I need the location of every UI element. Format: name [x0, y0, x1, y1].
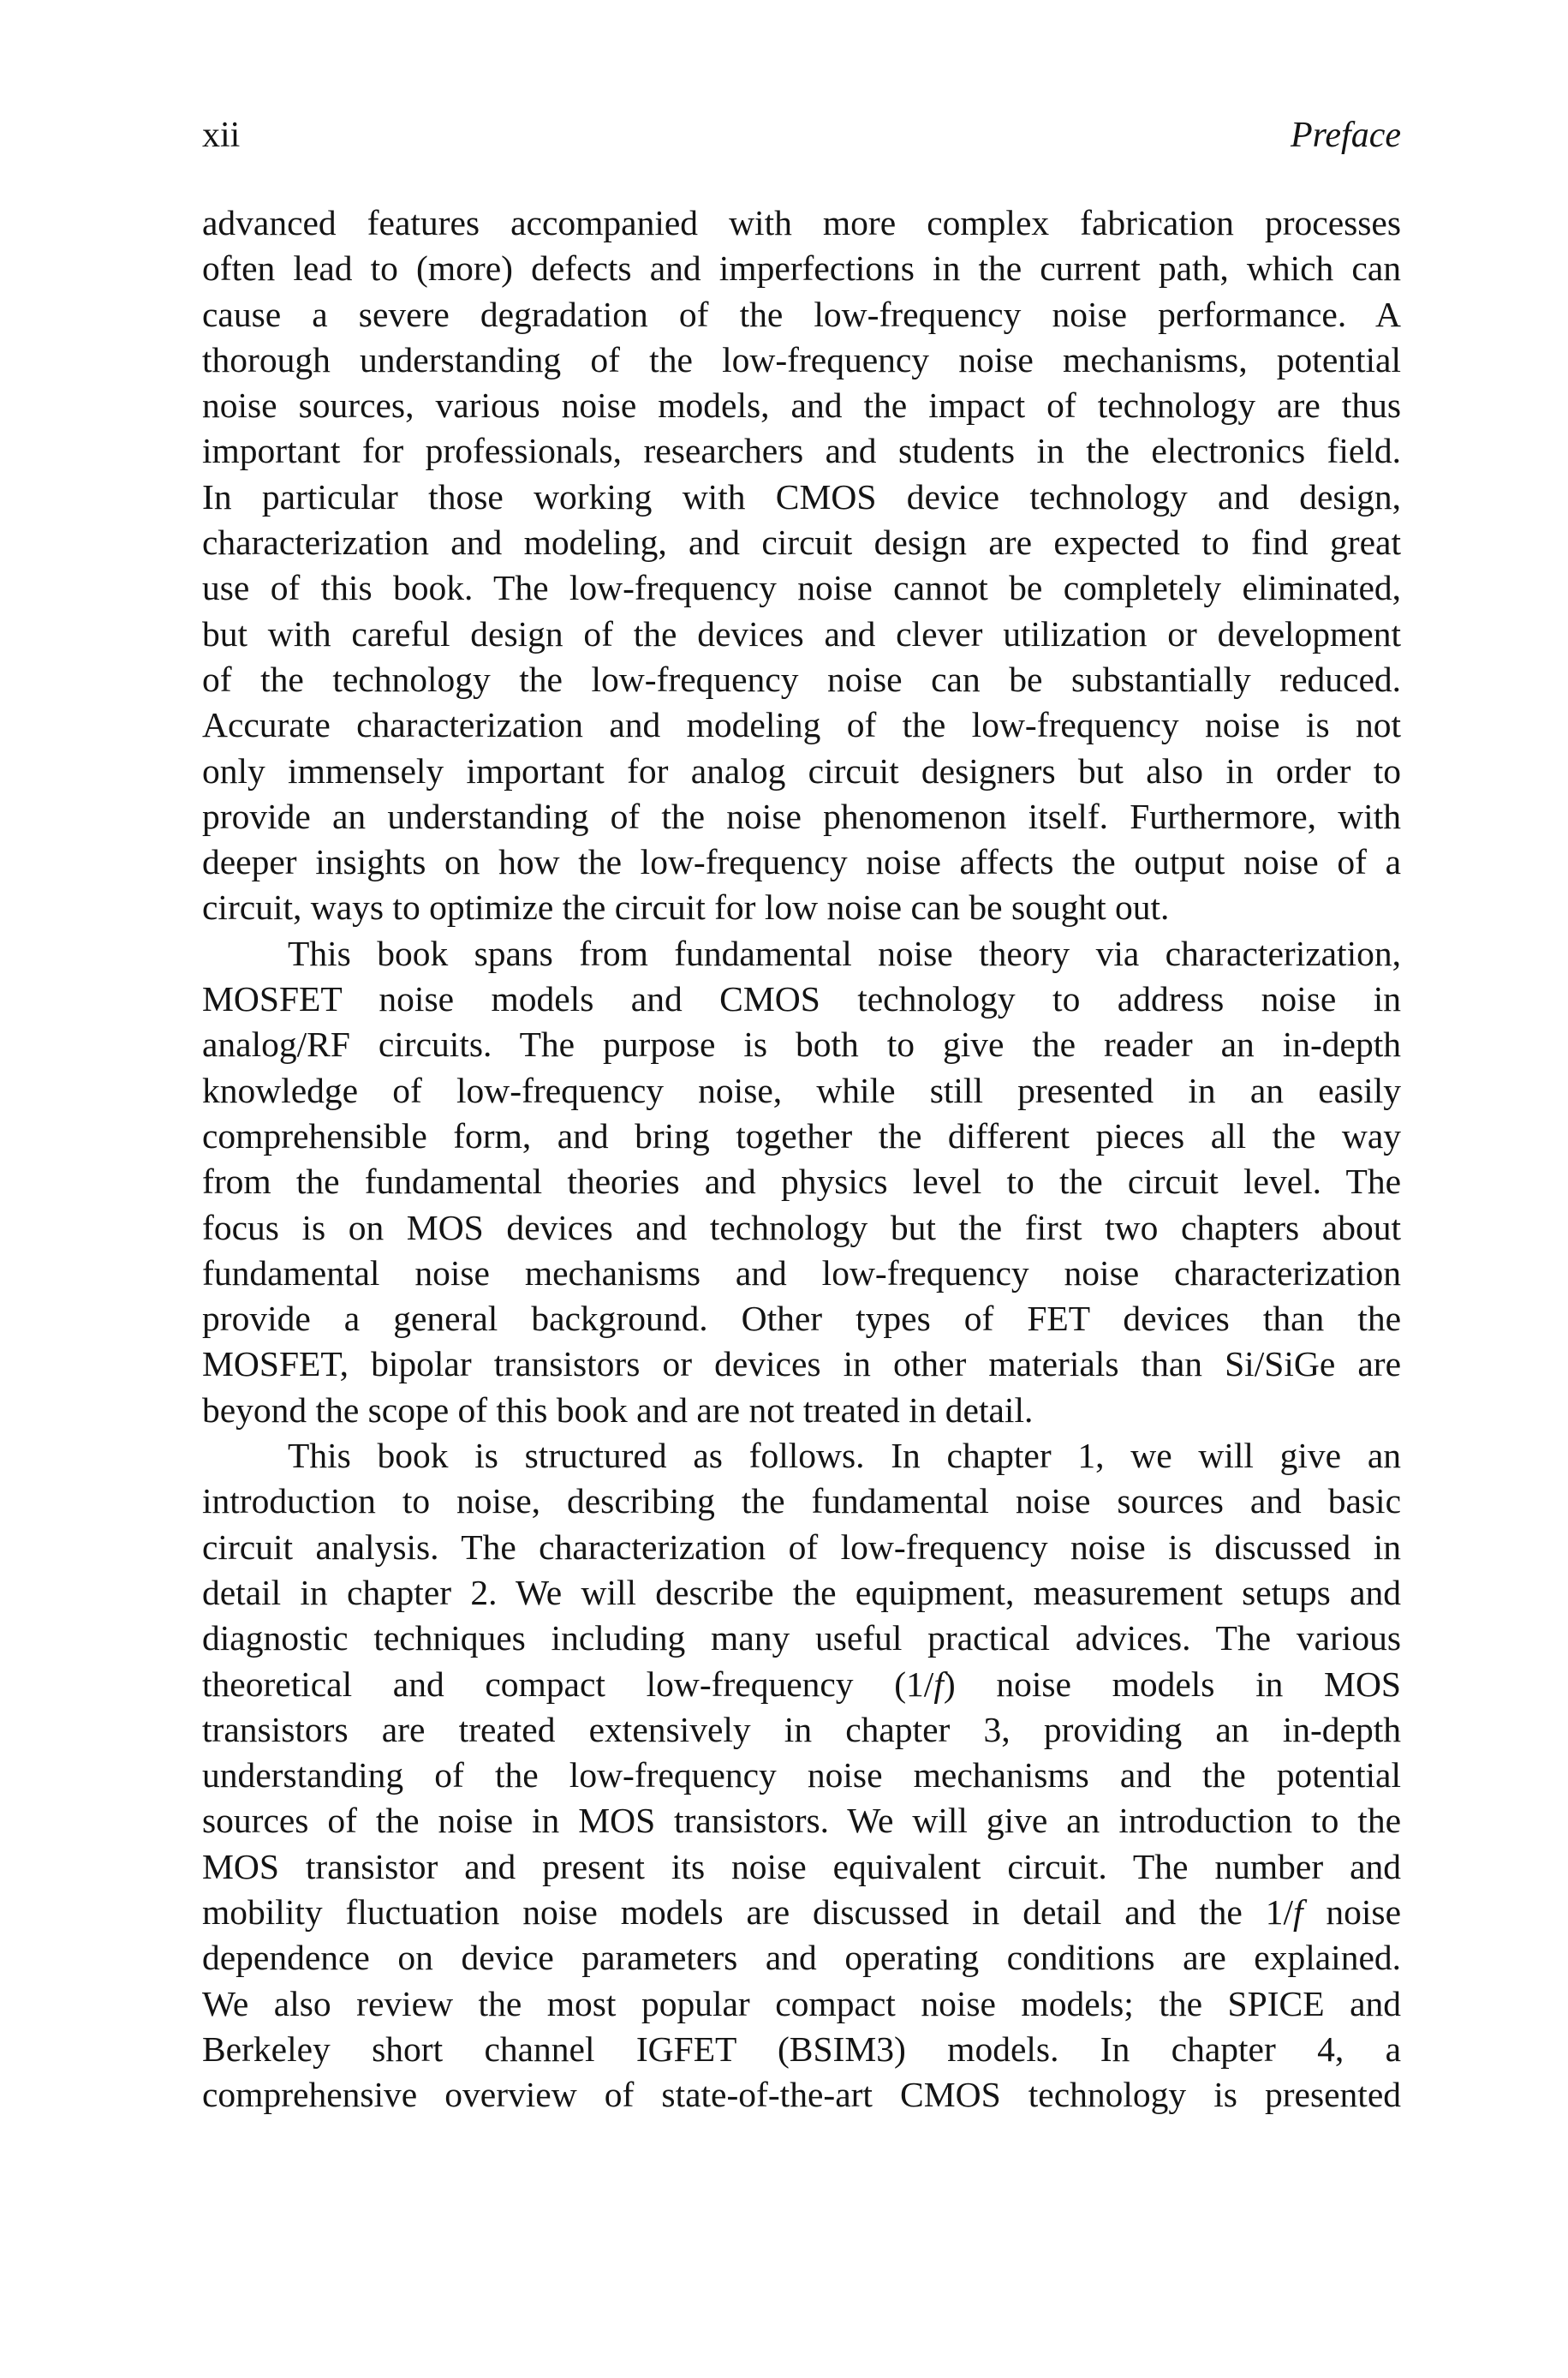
- text-line: deeper insights on how the low-frequency noise affects the output noise of a: [202, 842, 1401, 882]
- text-line: This book spans from fundamental noise theory via characterization,: [288, 933, 1401, 973]
- text-line: MOSFET noise models and CMOS technology to address noise in: [202, 979, 1401, 1019]
- paragraph: [202, 1433, 1401, 2118]
- text-line: theoretical and compact low-frequency (1/f) noise models in MOS: [202, 1664, 1401, 1704]
- text-line: beyond the scope of this book and are not treated in detail.: [202, 1389, 1034, 1430]
- text-line: circuit, ways to optimize the circuit for low noise can be sought out.: [202, 887, 1170, 928]
- text-line: provide an understanding of the noise phenomenon itself. Furthermore, with: [202, 796, 1401, 836]
- text-line: from the fundamental theories and physics level to the circuit level. The: [202, 1162, 1401, 1202]
- text-line: MOS transistor and present its noise equivalent circuit. The number and: [202, 1846, 1401, 1886]
- text-line: characterization and modeling, and circuit design are expected to find great: [202, 523, 1401, 563]
- text-line: of the technology the low-frequency noise can be substantially reduced.: [202, 659, 1401, 699]
- text-line: In particular those working with CMOS device technology and design,: [202, 476, 1401, 517]
- text-line: diagnostic techniques including many useful practical advices. The various: [202, 1618, 1401, 1658]
- text-line: important for professionals, researchers and students in the electronics field.: [202, 431, 1401, 471]
- text-line: detail in chapter 2. We will describe the equipment, measurement setups and: [202, 1572, 1401, 1612]
- page-number: xii: [202, 116, 241, 155]
- text-line: Berkeley short channel IGFET (BSIM3) models. In chapter 4, a: [202, 2028, 1401, 2069]
- text-line: comprehensible form, and bring together the different pieces all the way: [202, 1115, 1401, 1156]
- text-line: use of this book. The low-frequency noise cannot be completely eliminated,: [202, 568, 1401, 608]
- text-line: often lead to (more) defects and imperfections in the current path, which can: [202, 248, 1401, 289]
- text-line: provide a general background. Other types of FET devices than the: [202, 1299, 1401, 1339]
- text-line: sources of the noise in MOS transistors. We will give an introduction to the: [202, 1801, 1401, 1841]
- text-line: This book is structured as follows. In chapter 1, we will give an: [288, 1436, 1401, 1476]
- paragraph: [202, 931, 1401, 1433]
- text-line: only immensely important for analog circuit designers but also in order to: [202, 750, 1401, 791]
- text-line: understanding of the low-frequency noise mechanisms and the potential: [202, 1755, 1401, 1795]
- chapter-title: Preface: [1290, 116, 1401, 155]
- text-line: comprehensive overview of state-of-the-art CMOS technology is presented: [202, 2075, 1401, 2115]
- text-line: Accurate characterization and modeling of the low-frequency noise is not: [202, 705, 1401, 745]
- text-line: dependence on device parameters and operating conditions are explained.: [202, 1938, 1401, 1978]
- text-line: but with careful design of the devices and clever utilization or development: [202, 613, 1401, 654]
- text-line: advanced features accompanied with more complex fabrication processes: [202, 203, 1401, 242]
- text-line: cause a severe degradation of the low-frequency noise performance. A: [202, 294, 1401, 334]
- text-line: analog/RF circuits. The purpose is both to give the reader an in-depth: [202, 1025, 1401, 1065]
- text-line: circuit analysis. The characterization of low-frequency noise is discussed in: [202, 1527, 1401, 1567]
- text-line: thorough understanding of the low-frequency noise mechanisms, potential: [202, 339, 1401, 379]
- text-line: MOSFET, bipolar transistors or devices in other materials than Si/SiGe are: [202, 1344, 1401, 1384]
- paragraph: [202, 200, 1401, 931]
- text-line: We also review the most popular compact noise models; the SPICE and: [202, 1983, 1401, 2023]
- text-line: introduction to noise, describing the fundamental noise sources and basic: [202, 1481, 1401, 1521]
- text-line: transistors are treated extensively in chapter 3, providing an in-depth: [202, 1709, 1401, 1749]
- text-line: knowledge of low-frequency noise, while still presented in an easily: [202, 1070, 1401, 1110]
- text-line: noise sources, various noise models, and the impact of technology are thus: [202, 385, 1401, 426]
- text-line: mobility fluctuation noise models are discussed in detail and the 1/f noise: [202, 1891, 1401, 1932]
- running-head: [202, 110, 1401, 161]
- body-text: [202, 200, 1401, 2118]
- text-line: focus is on MOS devices and technology but the first two chapters about: [202, 1207, 1401, 1247]
- text-line: fundamental noise mechanisms and low-frequency noise characterization: [202, 1252, 1401, 1293]
